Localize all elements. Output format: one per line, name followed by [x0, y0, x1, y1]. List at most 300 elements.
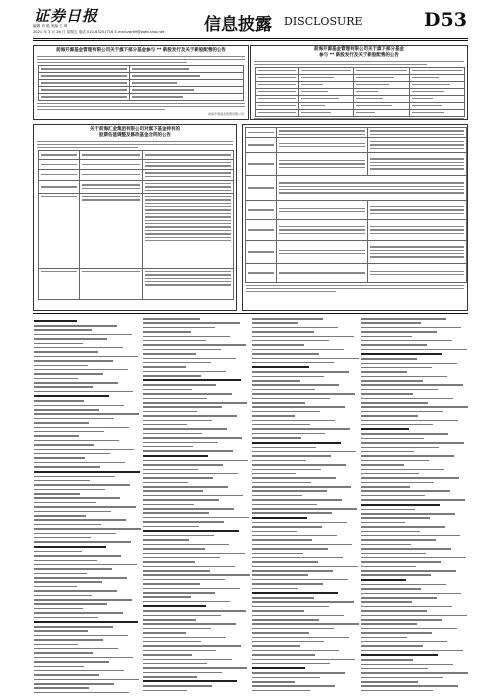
listing-text-line [252, 428, 350, 430]
listing-text-line [361, 513, 455, 515]
listing-text-line [34, 617, 98, 619]
listing-text-line [361, 672, 468, 674]
listing-text-line [361, 406, 468, 408]
listing-text-line [252, 336, 354, 338]
listing-text-line [361, 606, 452, 608]
amendment-table [38, 150, 234, 300]
listing-text-line [361, 615, 467, 617]
listing-text-line [361, 451, 414, 453]
listing-text-line [34, 453, 110, 455]
listing-text-line [252, 619, 319, 621]
listing-text-line [361, 438, 424, 440]
listing-text-line [34, 577, 127, 579]
listing-text-line [34, 444, 94, 446]
listing-text-line [34, 612, 123, 614]
listing-text-line [34, 422, 89, 424]
listing-text-line [252, 490, 327, 492]
listing-text-line [252, 548, 328, 550]
listing-text-line [143, 654, 192, 656]
listing-column-1 [34, 318, 142, 693]
listing-text-line [361, 517, 430, 519]
listing-text-line [252, 672, 345, 674]
listing-text-line [252, 508, 357, 510]
listing-text-line [252, 606, 329, 608]
section-divider [33, 313, 468, 314]
listing-text-line [361, 473, 419, 475]
listing-text-line [361, 349, 467, 351]
listing-heading-line [34, 395, 109, 397]
listing-text-line [34, 484, 130, 486]
listing-text-line [34, 537, 91, 539]
listing-heading-line [361, 504, 440, 506]
listing-text-line [252, 469, 321, 471]
listing-text-line [361, 574, 431, 576]
listing-text-line [361, 535, 460, 537]
listing-text-line [143, 469, 198, 471]
listing-text-line [143, 482, 188, 484]
listing-text-line [143, 393, 232, 395]
listing-text-line [252, 433, 325, 435]
listing-text-line [361, 420, 458, 422]
listing-text-line [34, 405, 124, 407]
listing-text-line [252, 588, 298, 590]
listing-text-line [143, 579, 225, 581]
listing-text-line [34, 382, 118, 384]
listing-text-line [34, 586, 77, 588]
listing-text-line [252, 637, 349, 639]
listing-text-line [252, 601, 354, 603]
listing-text-line [34, 639, 103, 641]
listing-text-line [34, 603, 107, 605]
listing-heading-line [252, 517, 307, 519]
listing-text-line [34, 644, 78, 646]
listing-text-line [143, 389, 192, 391]
listing-text-line [143, 366, 186, 368]
listing-text-line [34, 351, 98, 353]
listing-text-line [361, 619, 442, 621]
listing-text-line [143, 446, 193, 448]
listing-text-line [361, 447, 439, 449]
listing-text-line [252, 318, 323, 320]
listing-text-line [252, 535, 337, 537]
listing-text-line [143, 645, 241, 647]
listing-text-line [34, 409, 99, 411]
listing-text-line [252, 482, 311, 484]
listing-text-line [361, 482, 434, 484]
listing-text-line [252, 645, 300, 647]
listing-text-line [34, 595, 92, 597]
listing-text-line [34, 493, 80, 495]
listing-text-line [361, 641, 447, 643]
listing-text-line [34, 418, 114, 420]
listing-text-line [361, 681, 418, 683]
listing-text-line [143, 570, 210, 572]
listing-text-line [143, 442, 218, 444]
listing-text-line [252, 451, 356, 453]
listing-text-line [361, 433, 448, 435]
listing-text-line [34, 533, 116, 535]
listing-text-line [143, 495, 243, 497]
listing-text-line [34, 373, 103, 375]
listing-text-line [361, 336, 412, 338]
listing-heading-line [34, 621, 138, 623]
listing-text-line [34, 555, 121, 557]
listing-heading-line [34, 320, 77, 322]
listing-text-line [361, 322, 421, 324]
listing-text-line [143, 548, 205, 550]
listing-text-line [361, 469, 444, 471]
listing-text-line [143, 353, 196, 355]
listing-text-line [361, 539, 436, 541]
listing-text-line [34, 581, 102, 583]
listing-text-line [252, 380, 300, 382]
listing-text-line [361, 553, 426, 555]
listing-text-line [34, 568, 112, 570]
listing-text-line [252, 561, 318, 563]
listing-text-line [361, 415, 418, 417]
announcement-top-left [33, 45, 249, 120]
listing-text-line [143, 499, 219, 501]
newspaper-logo: 证券日报 [34, 7, 99, 25]
listing-text-line [361, 677, 443, 679]
listing-text-line [34, 480, 90, 482]
listing-text-line [252, 531, 297, 533]
listing-text-line [361, 548, 451, 550]
listing-text-line [361, 588, 421, 590]
listing-text-line [361, 384, 463, 386]
listing-text-line [361, 650, 463, 652]
listing-text-line [143, 508, 234, 510]
listing-text-line [252, 447, 316, 449]
listing-heading-line [143, 455, 208, 457]
listing-text-line [361, 380, 423, 382]
listing-text-line [361, 460, 429, 462]
listing-text-line [143, 512, 209, 514]
listing-text-line [361, 477, 459, 479]
listing-text-line [252, 690, 310, 692]
listing-heading-line [143, 530, 239, 532]
listing-text-line [143, 437, 242, 439]
listing-text-line [34, 683, 114, 685]
listing-heading-line [361, 353, 442, 355]
listing-text-line [34, 608, 83, 610]
listing-text-line [361, 509, 415, 511]
listing-text-line [34, 666, 84, 668]
listing-text-line [143, 566, 235, 568]
listing-text-line [34, 360, 113, 362]
listing-text-line [143, 490, 203, 492]
listing-text-line [361, 340, 452, 342]
listing-text-line [34, 599, 132, 601]
listing-text-line [361, 367, 432, 369]
listing-text-line [34, 515, 86, 517]
listing-text-line [252, 539, 312, 541]
listing-text-line [361, 376, 447, 378]
listing-heading-line [252, 667, 305, 669]
listing-text-line [361, 424, 433, 426]
listing-text-line [361, 570, 456, 572]
listing-text-line [34, 343, 83, 345]
listing-text-line [34, 652, 93, 654]
listing-text-line [34, 590, 117, 592]
listing-text-line [143, 504, 194, 506]
listing-text-line [143, 535, 214, 537]
listing-text-line [361, 584, 446, 586]
listing-column-4 [361, 318, 469, 693]
listing-text-line [143, 672, 222, 674]
listing-text-line [143, 424, 187, 426]
listing-text-line [252, 504, 317, 506]
listing-text-line [361, 668, 428, 670]
listing-text-line [252, 570, 333, 572]
listing-text-line [252, 623, 359, 625]
announcement-title-line1: 关于前海汇金集团有限公司对旗下基金持有的 [90, 127, 180, 132]
listing-text-line [143, 676, 197, 678]
listing-text-line [252, 331, 314, 333]
listing-text-line [252, 424, 310, 426]
listing-text-line [143, 553, 245, 555]
listing-text-line [252, 610, 304, 612]
listing-text-line [143, 384, 216, 386]
masthead-rule [33, 38, 468, 39]
listing-text-line [143, 331, 191, 333]
listing-text-line [34, 573, 87, 575]
listing-text-line [252, 464, 346, 466]
listing-text-line [34, 635, 128, 637]
listing-text-line [34, 489, 105, 491]
listing-text-line [34, 541, 131, 543]
listing-text-line [143, 473, 238, 475]
listing-text-line [34, 674, 99, 676]
section-title-english: DISCLOSURE [284, 15, 363, 28]
listing-text-line [143, 623, 236, 625]
listing-text-line [252, 597, 314, 599]
listing-text-line [252, 677, 320, 679]
listing-text-line [252, 553, 303, 555]
listing-text-line [34, 325, 117, 327]
listing-text-line [143, 544, 229, 546]
listing-text-line [143, 588, 240, 590]
listing-text-line [361, 486, 410, 488]
listing-text-line [143, 517, 249, 519]
listing-text-line [143, 415, 237, 417]
listing-text-line [143, 561, 195, 563]
listing-text-line [361, 610, 427, 612]
listing-text-line [361, 327, 461, 329]
listing-text-line [252, 420, 335, 422]
listing-text-line [34, 462, 125, 464]
listing-text-line [252, 393, 355, 395]
listing-text-line [252, 371, 349, 373]
listing-text-line [143, 477, 213, 479]
listing-text-line [252, 663, 330, 665]
listing-text-line [34, 449, 134, 451]
listing-text-line [34, 524, 101, 526]
listing-text-line [361, 557, 466, 559]
listing-heading-line [34, 546, 106, 548]
listing-column-3 [252, 318, 360, 693]
listing-text-line [361, 628, 457, 630]
listing-text-line [34, 457, 85, 459]
listing-text-line [361, 499, 465, 501]
listing-text-line [252, 681, 295, 683]
listing-text-line [252, 641, 324, 643]
listing-text-line [34, 435, 79, 437]
listing-text-line [361, 685, 458, 687]
listing-text-line [252, 557, 343, 559]
listing-text-line [143, 420, 212, 422]
listing-text-line [361, 455, 454, 457]
listing-text-line [361, 637, 407, 639]
listing-text-line [143, 637, 226, 639]
listing-text-line [143, 371, 226, 373]
listing-text-line [143, 615, 221, 617]
listing-heading-line [34, 471, 140, 473]
listing-text-line [34, 648, 118, 650]
listing-text-line [34, 560, 97, 562]
listing-text-line [361, 544, 411, 546]
listing-text-line [252, 415, 295, 417]
listing-text-line [143, 521, 224, 523]
listing-text-line [252, 322, 298, 324]
listing-text-line [252, 349, 344, 351]
listing-text-line [361, 566, 416, 568]
listing-text-line [252, 628, 334, 630]
listing-text-line [143, 601, 230, 603]
listing-text-line [252, 398, 330, 400]
listing-text-line [143, 336, 230, 338]
listing-text-line [361, 495, 425, 497]
masthead-date-line: 2021 年 3 月 26 日 星期五 电话 010-83251716 E-mail:zqrb9@zqrb.sina.net [33, 30, 165, 34]
fund-table [255, 67, 465, 117]
listing-text-line [143, 690, 187, 692]
listing-text-line [34, 386, 93, 388]
announcement-title-line2: 参与 ** 新股发行及关于新股配售的公告 [319, 53, 399, 58]
listing-heading-line [252, 592, 338, 594]
listing-text-line [252, 566, 358, 568]
listing-text-line [252, 486, 351, 488]
listing-text-line [252, 579, 348, 581]
listing-text-line [34, 687, 89, 689]
announcement-body [34, 56, 248, 63]
listing-text-line [252, 327, 338, 329]
listing-text-line [361, 623, 417, 625]
listing-text-line [34, 528, 141, 530]
listing-text-line [34, 679, 139, 681]
listing-text-line [252, 522, 347, 524]
listing-text-line [34, 502, 96, 504]
listing-text-line [34, 661, 109, 663]
listing-text-line [34, 476, 115, 478]
announcement-title-line2: 股票估值调整及修改基金合同的公告 [99, 133, 171, 138]
announcement-middle-left [33, 124, 237, 311]
announcement-top-right [250, 45, 468, 120]
comparison-table [245, 127, 467, 283]
listing-text-line [252, 477, 336, 479]
listing-text-line [143, 596, 191, 598]
listing-text-line [143, 402, 247, 404]
listing-heading-line [361, 654, 438, 656]
listing-text-line [361, 593, 461, 595]
section-title: 信息披露 [204, 15, 272, 35]
listing-text-line [252, 353, 319, 355]
listing-text-line [252, 455, 331, 457]
listing-text-line [34, 657, 133, 659]
listing-text-line [34, 440, 119, 442]
listing-text-line [143, 340, 206, 342]
listing-text-line [34, 338, 107, 340]
listing-text-line [361, 393, 413, 395]
announcement-title-line1: 前海开源基金管理有限公司关于旗下部分基金 [314, 47, 404, 52]
listing-text-line [34, 329, 92, 331]
listing-text-line [361, 358, 417, 360]
listing-text-line [143, 641, 201, 643]
announcement-middle-right [242, 124, 468, 311]
listing-text-line [252, 654, 315, 656]
listing-text-line [252, 389, 315, 391]
listing-text-line [143, 659, 232, 661]
listing-text-line [143, 411, 197, 413]
listing-text-line [252, 512, 332, 514]
announcement-signature: 前海开源基金管理有限公司 [207, 111, 244, 116]
listing-text-line [361, 597, 437, 599]
listing-text-line [252, 574, 308, 576]
listing-text-line [361, 632, 432, 634]
listing-text-line [252, 685, 335, 687]
listing-text-line [143, 574, 250, 576]
listing-text-line [34, 356, 138, 358]
listing-text-line [361, 464, 404, 466]
listing-heading-line [361, 579, 406, 581]
listing-text-line [252, 411, 320, 413]
listing-text-line [361, 531, 420, 533]
listing-text-line [143, 362, 211, 364]
listing-text-line [252, 340, 329, 342]
listing-text-line [143, 526, 199, 528]
listing-text-line [34, 391, 133, 393]
listing-text-line [361, 371, 407, 373]
listing-text-line [143, 327, 215, 329]
listing-text-line [34, 400, 84, 402]
listing-text-line [143, 450, 233, 452]
listing-text-line [143, 619, 196, 621]
listing-text-line [361, 561, 441, 563]
listing-text-line [252, 526, 322, 528]
masthead-rule-thin [33, 40, 468, 41]
listing-text-line [361, 402, 428, 404]
listing-text-line [143, 349, 221, 351]
listing-text-line [143, 464, 223, 466]
listing-text-line [361, 601, 412, 603]
announcement-table [38, 65, 244, 101]
listing-text-line [143, 486, 228, 488]
listing-text-line [361, 398, 453, 400]
listing-text-line [143, 406, 222, 408]
listing-text-line [252, 495, 302, 497]
listing-text-line [34, 626, 113, 628]
listing-text-line [34, 564, 137, 566]
listing-text-line [34, 427, 129, 429]
listing-text-line [143, 592, 215, 594]
listing-text-line [34, 692, 129, 693]
listing-text-line [143, 358, 236, 360]
page-number: D53 [424, 9, 467, 31]
listing-text-line [34, 519, 126, 521]
listing-text-line [34, 365, 88, 367]
listing-column-2 [143, 318, 251, 693]
listing-heading-line [143, 379, 241, 381]
listing-text-line [252, 473, 296, 475]
